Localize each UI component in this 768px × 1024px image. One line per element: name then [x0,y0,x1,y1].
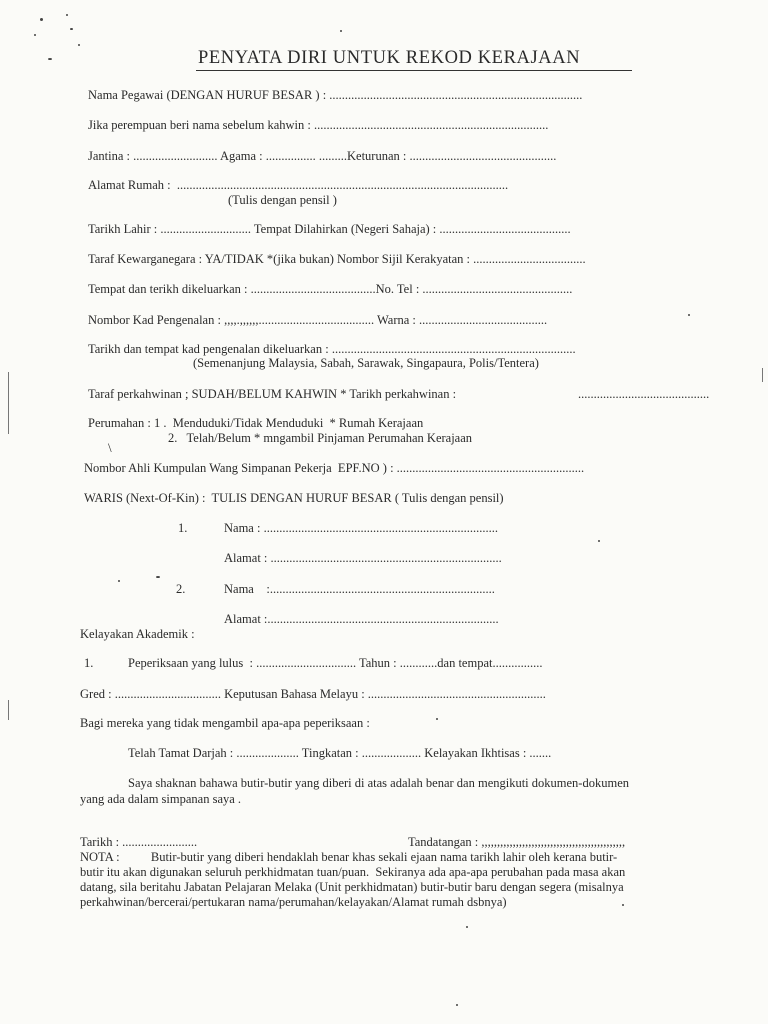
nota-line-3: datang, sila beritahu Jabatan Pelajaran Melaka (Unit perkhidmatan) butir-butir baru dengan segera (misalnya [80,880,624,894]
declaration-line-1: Saya shaknan bahawa butir-butir yang diberi di atas adalah benar dan mengikuti dokumen-dokumen [128,776,629,790]
field-tarikh-tempat-kad: Tarikh dan tempat kad pengenalan dikeluarkan : .............................................................................. [88,342,576,356]
field-waris2-alamat: Alamat :.......................................................................... [224,612,499,626]
scan-speck [688,314,690,316]
field-peperiksaan: Peperiksaan yang lulus : ................................ Tahun : ............dan tempat................ [128,656,543,670]
waris-heading: WARIS (Next-Of-Kin) : TULIS DENGAN HURUF BESAR ( Tulis dengan pensil) [84,491,504,505]
field-nombor-ahli-epf: Nombor Ahli Kumpulan Wang Simpanan Pekerja EPF.NO ) : ............................................................ [84,461,585,475]
scan-speck [598,540,600,542]
field-nama-pegawai: Nama Pegawai (DENGAN HURUF BESAR ) : ................................................................................. [88,88,583,102]
nota-line-4: perkahwinan/bercerai/pertukaran nama/perumahan/kelayakan/Alamat rumah dsbnya) [80,895,507,909]
scan-speck [40,18,43,21]
scan-speck [34,34,36,36]
scan-speck [156,576,160,578]
waris2-number: 2. [176,582,186,596]
field-alamat-rumah: Alamat Rumah : .......................................................................................................... [88,178,509,192]
title-underline [196,70,632,71]
field-perumahan-1: Perumahan : 1 . Menduduki/Tidak Menduduki * Rumah Kerajaan [88,416,424,430]
field-tarikh: Tarikh : ........................ [80,835,198,849]
alamat-rumah-note: (Tulis dengan pensil ) [228,193,337,207]
scan-speck [118,580,120,582]
taraf-perkahwinan-dots: .......................................... [578,387,710,401]
peperiksaan-number: 1. [84,656,94,670]
scan-speck [78,44,80,46]
field-gred: Gred : .................................. Keputusan Bahasa Melayu : ......................................................... [80,687,546,701]
scan-speck [70,28,73,30]
scan-speck [340,30,342,32]
field-tempat-tarikh-dikeluarkan: Tempat dan terikh dikeluarkan : ........................................No. Tel : ................................................ [88,282,573,296]
bagi-mereka-text: Bagi mereka yang tidak mengambil apa-apa peperiksaan : [80,716,370,730]
field-taraf-perkahwinan: Taraf perkahwinan ; SUDAH/BELUM KAHWIN * Tarikh perkahwinan : [88,387,457,401]
field-tandatangan: Tandatangan : ,,,,,,,,,,,,,,,,,,,,,,,,,,,,,,,,,,,,,,,,,,,,,, [408,835,626,849]
nota-line-1: NOTA : Butir-butir yang diberi hendaklah benar khas sekali ejaan nama tarikh lahir oleh kerana butir- [80,850,618,864]
field-telah-tamat-darjah: Telah Tamat Darjah : .................... Tingkatan : ................... Kelayakan Ikhtisas : ....... [128,746,552,760]
field-tarikh-tempat-lahir: Tarikh Lahir : ............................. Tempat Dilahirkan (Negeri Sahaja) : .......................................... [88,222,571,236]
declaration-line-2: yang ada dalam simpanan saya . [80,792,242,806]
scan-speck [622,904,624,906]
field-nama-sebelum-kahwin: Jika perempuan beri nama sebelum kahwin : ........................................................................... [88,118,549,132]
field-waris2-nama: Nama :........................................................................ [224,582,495,596]
field-nombor-kad-pengenalan: Nombor Kad Pengenalan : ,,,,.,,,,,,..................................... Warna : ......................................... [88,313,548,327]
scan-speck [466,926,468,928]
waris1-number: 1. [178,521,188,535]
field-jantina-agama-keturunan: Jantina : ........................... Agama : ................ .........Keturunan : ............................................... [88,149,557,163]
field-waris1-nama: Nama : ........................................................................... [224,521,498,535]
scan-edge-line [8,372,9,434]
scan-speck [456,1004,458,1006]
scan-speck [48,58,52,60]
scan-edge-line [8,700,9,720]
scan-edge-line [762,368,763,382]
nota-line-2: butir itu akan digunakan seluruh perkhidmatan tuan/puan. Sekiranya ada apa-apa perubahan pada masa akan [80,865,626,879]
tarikh-tempat-kad-note: (Semenanjung Malaysia, Sabah, Sarawak, Singapaura, Polis/Tentera) [193,356,539,370]
field-waris1-alamat: Alamat : .......................................................................... [224,551,502,565]
perumahan-mark: \ [108,440,112,455]
scan-speck [66,14,68,16]
scan-speck [436,718,438,720]
document-title: PENYATA DIRI UNTUK REKOD KERAJAAN [198,48,581,68]
kelayakan-akademik-heading: Kelayakan Akademik : [80,627,195,641]
field-taraf-kewarganegara: Taraf Kewarganegara : YA/TIDAK *(jika bukan) Nombor Sijil Kerakyatan : .................................... [88,252,586,266]
field-perumahan-2: 2. Telah/Belum * mngambil Pinjaman Perumahan Kerajaan [168,431,473,445]
